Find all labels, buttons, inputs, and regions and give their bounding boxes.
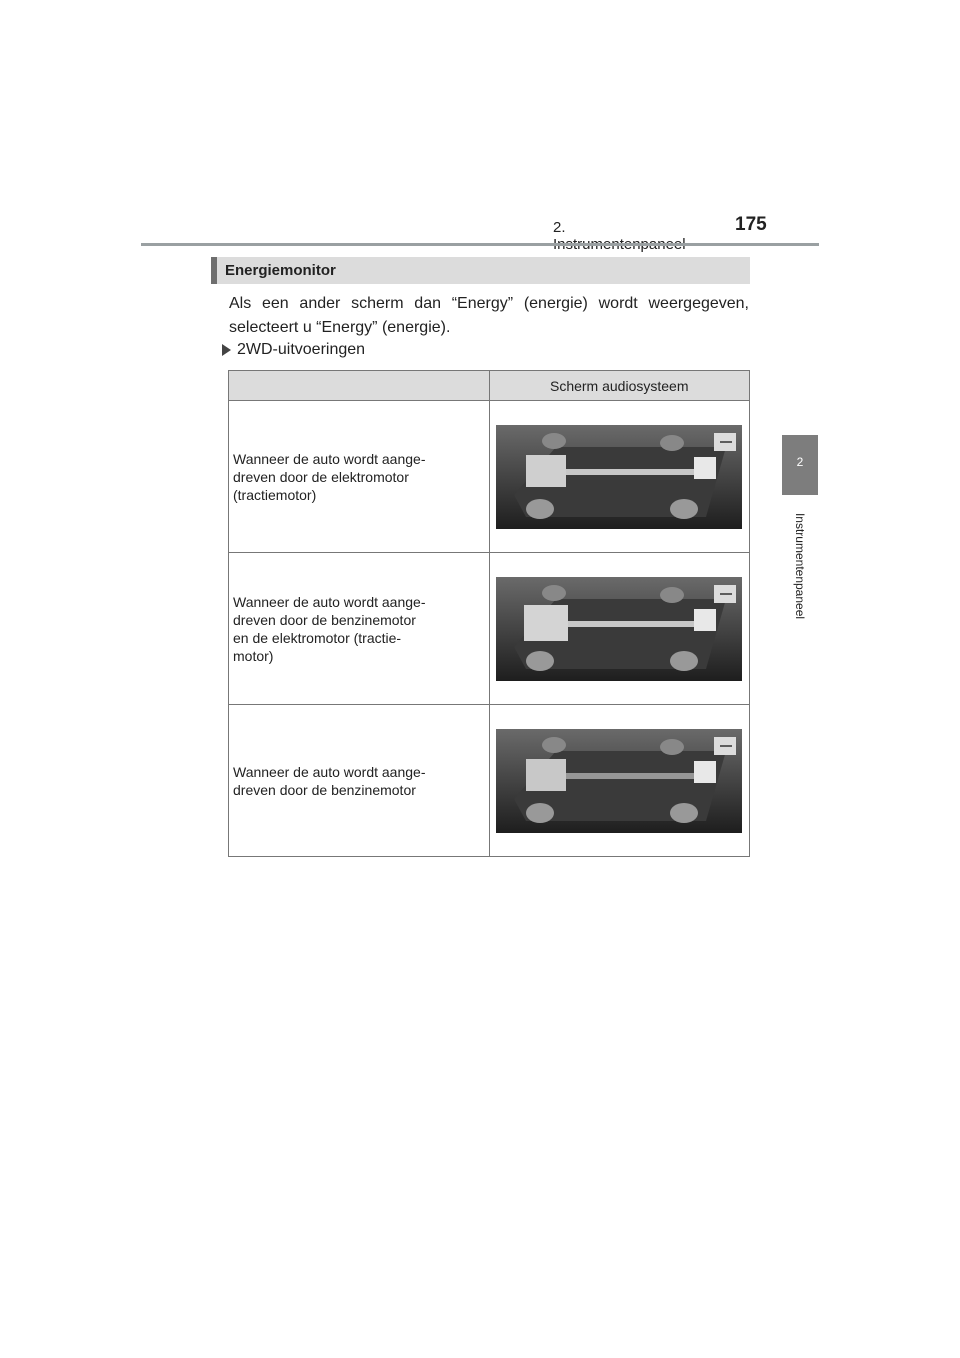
section-header-bar xyxy=(211,257,217,284)
row-description xyxy=(229,705,490,857)
chapter-tab xyxy=(782,435,818,495)
row-screen-cell xyxy=(489,553,750,705)
car-energy-flow-icon xyxy=(496,425,742,529)
page-number: 175 xyxy=(735,214,767,235)
table-row xyxy=(229,553,750,705)
car-energy-flow-icon xyxy=(496,729,742,833)
section-title: Energiemonitor xyxy=(225,262,336,279)
energy-monitor-screen xyxy=(496,577,742,681)
triangle-bullet-icon xyxy=(222,344,231,356)
row-screen-cell xyxy=(489,705,750,857)
energy-monitor-table xyxy=(228,370,750,857)
chapter-title: 2. xyxy=(553,219,566,236)
row-description xyxy=(229,553,490,705)
bullet-text: 2WD-uitvoeringen xyxy=(237,341,366,358)
car-energy-flow-icon xyxy=(496,577,742,681)
table-row xyxy=(229,401,750,553)
row-description-text: Wanneer de auto wordt aange- dreven door de elektromotor (tractiemotor) xyxy=(233,450,426,503)
row-description-text: Wanneer de auto wordt aange- dreven door de benzinemotor xyxy=(233,763,426,798)
energy-monitor-screen xyxy=(496,425,742,529)
header-divider xyxy=(141,243,819,246)
row-description xyxy=(229,401,490,553)
table-header-situation xyxy=(229,371,490,401)
intro-paragraph: Als een ander scherm dan “Energy” (energie) wordt weergegeven, selecteert u “Energy” (energie). xyxy=(229,295,749,336)
energy-monitor-screen xyxy=(496,729,742,833)
chapter-tab-number: 2 xyxy=(796,455,804,469)
table-header-screen: Scherm audiosysteem xyxy=(489,371,750,401)
row-screen-cell xyxy=(489,401,750,553)
table-header-row xyxy=(229,371,750,401)
section-header xyxy=(211,257,750,284)
table-row xyxy=(229,705,750,857)
bullet-item xyxy=(222,341,365,359)
row-description-text: Wanneer de auto wordt aange- dreven door de benzinemotor en de elektromotor (tractie- motor) xyxy=(233,593,426,664)
chapter-tab-label: Instrumentenpaneel xyxy=(793,512,807,620)
